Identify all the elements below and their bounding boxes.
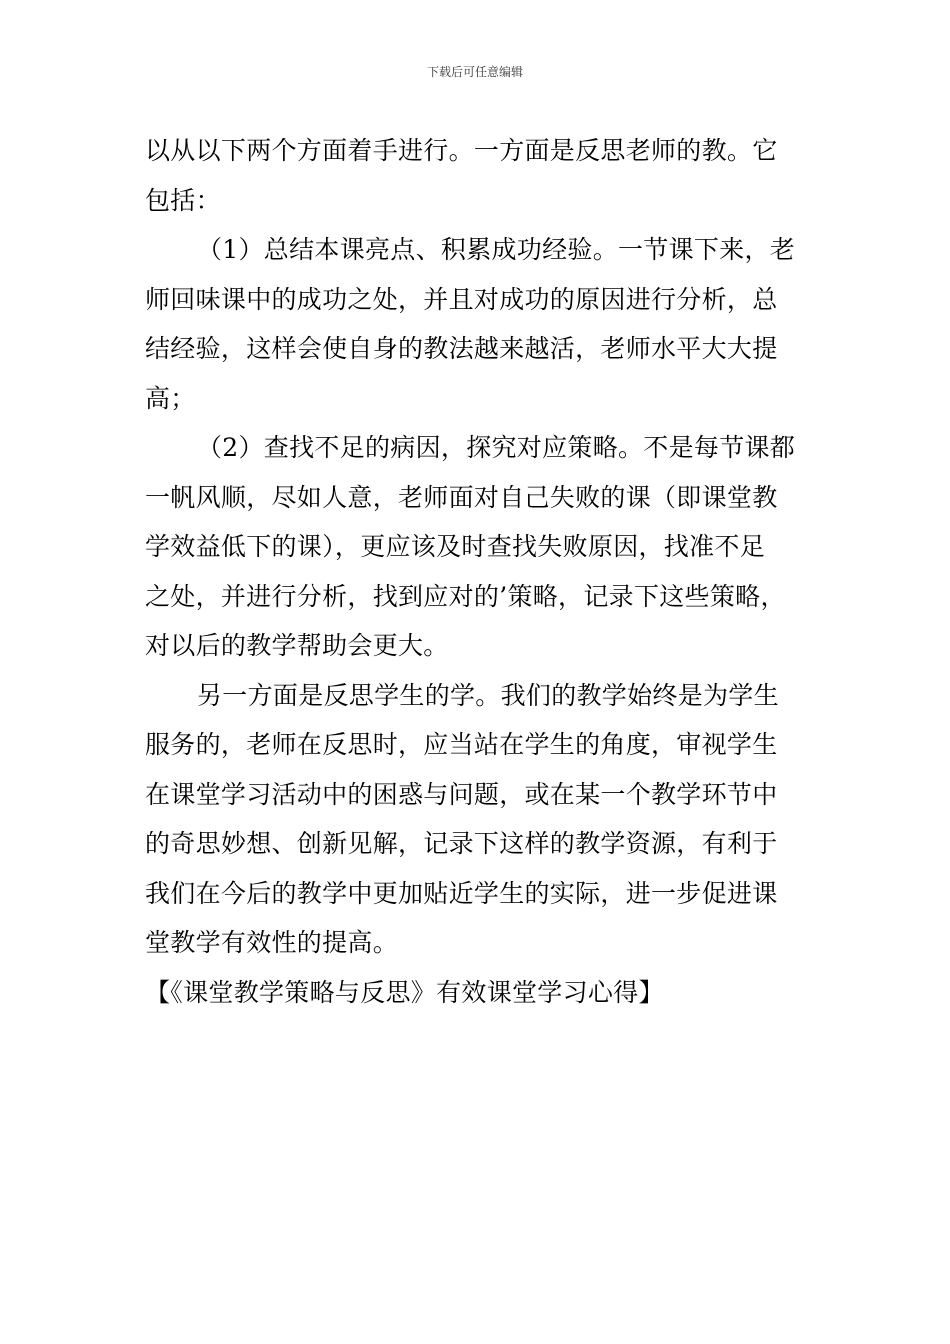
body-line-1: 以从以下两个方面着手进行。一方面是反思老师的教。它	[145, 136, 778, 165]
body-line-7: （2）查找不足的病因，探究对应策略。不是每节课都	[197, 433, 796, 462]
page-header-note: 下载后可任意编辑	[426, 65, 523, 79]
body-line-4: 师回味课中的成功之处，并且对成功的原因进行分析，总	[145, 284, 778, 314]
body-line-8: 一帆风顺，尽如人意，老师面对自己失败的课（即课堂教	[145, 482, 778, 512]
body-line-11: 对以后的教学帮助会更大。	[145, 631, 449, 660]
body-line-10: 之处，并进行分析，找到应对的’策略，记录下这些策略，	[145, 581, 786, 611]
body-line-15: 的奇思妙想、创新见解，记录下这样的教学资源，有利于	[145, 829, 778, 858]
body-line-12: 另一方面是反思学生的学。我们的教学始终是为学生	[197, 680, 779, 710]
body-line-5: 结经验，这样会使自身的教法越来越活，老师水平大大提	[145, 334, 778, 363]
body-line-6: 高；	[145, 383, 196, 413]
document-title-line: 【《课堂教学策略与反思》有效课堂学习心得】	[145, 977, 664, 1007]
body-line-9: 学效益低下的课），更应该及时查找失败原因，找准不足	[145, 532, 766, 561]
document-body	[145, 126, 825, 1017]
body-line-13: 服务的，老师在反思时，应当站在学生的角度，审视学生	[145, 730, 778, 759]
body-line-17: 堂教学有效性的提高。	[145, 928, 399, 957]
body-line-14: 在课堂学习活动中的困惑与问题，或在某一个教学环节中	[145, 779, 778, 809]
body-line-2: 包括：	[145, 185, 221, 215]
body-line-16: 我们在今后的教学中更加贴近学生的实际，进一步促进课	[145, 878, 778, 908]
body-line-3: （1）总结本课亮点、积累成功经验。一节课下来，老	[197, 235, 796, 264]
